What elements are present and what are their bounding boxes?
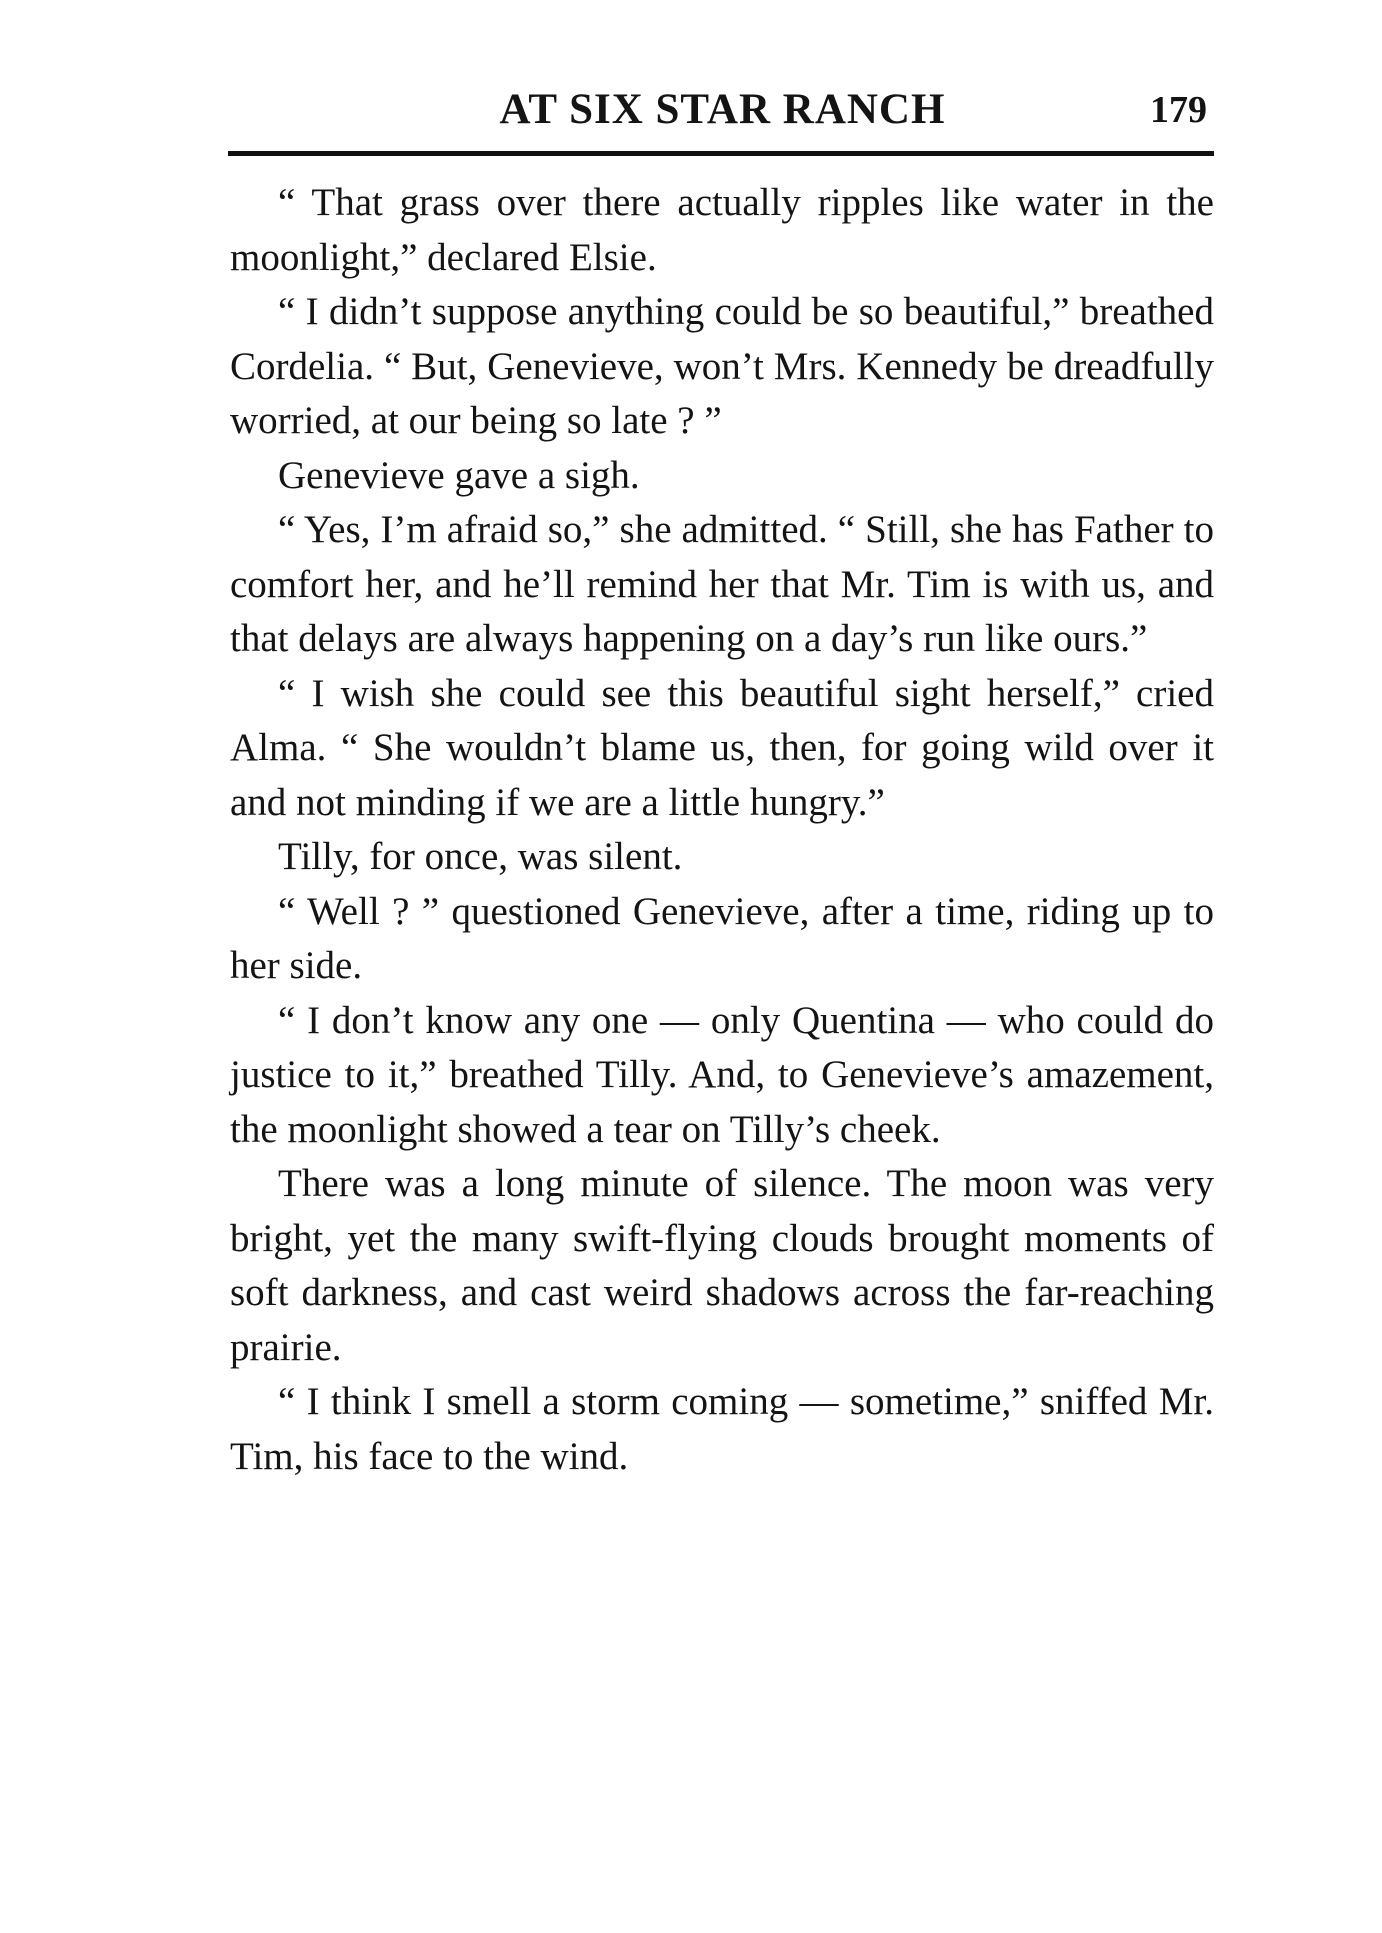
body-text: [230, 176, 1214, 1484]
paragraph: Genevieve gave a sigh.: [278, 453, 640, 497]
page-number: 179: [1150, 89, 1207, 131]
paragraph: There was a long minute of silence. The moon was very bright, yet the many swift-flying clouds brought moments of soft darkness, and cast weird shadows across the far-reaching prairie.: [230, 1162, 1214, 1369]
paragraph: “ I don’t know any one — only Quentina — who could do justice to it,” breathed Tilly. And, to Genevieve’s amazement, the moonlight showed a tear on Tilly’s cheek.: [230, 998, 1214, 1151]
paragraph: “ That grass over there actually ripples like water in the moonlight,” declared Elsie.: [230, 181, 1214, 279]
paragraph: “ I didn’t suppose anything could be so beautiful,” breathed Cordelia. “ But, Genevieve, won’t Mrs. Kennedy be dreadfully worried, at our being so late ? ”: [230, 290, 1214, 442]
paragraph: “ Yes, I’m afraid so,” she admitted. “ Still, she has Father to comfort her, and he’ll remind her that Mr. Tim is with us, and that delays are always happening on a day’s run like ours.”: [230, 508, 1214, 660]
paragraph: “ I think I smell a storm coming — sometime,” sniffed Mr. Tim, his face to the wind.: [230, 1380, 1214, 1478]
header-rule: [228, 151, 1214, 156]
paragraph: “ I wish she could see this beautiful sight herself,” cried Alma. “ She wouldn’t blame us, then, for going wild over it and not minding if we are a little hungry.”: [230, 671, 1214, 824]
paragraph: Tilly, for once, was silent.: [278, 835, 683, 878]
page-header: [228, 80, 1217, 140]
paragraph: “ Well ? ” questioned Genevieve, after a time, riding up to her side.: [230, 889, 1214, 987]
running-title: AT SIX STAR RANCH: [499, 86, 946, 133]
